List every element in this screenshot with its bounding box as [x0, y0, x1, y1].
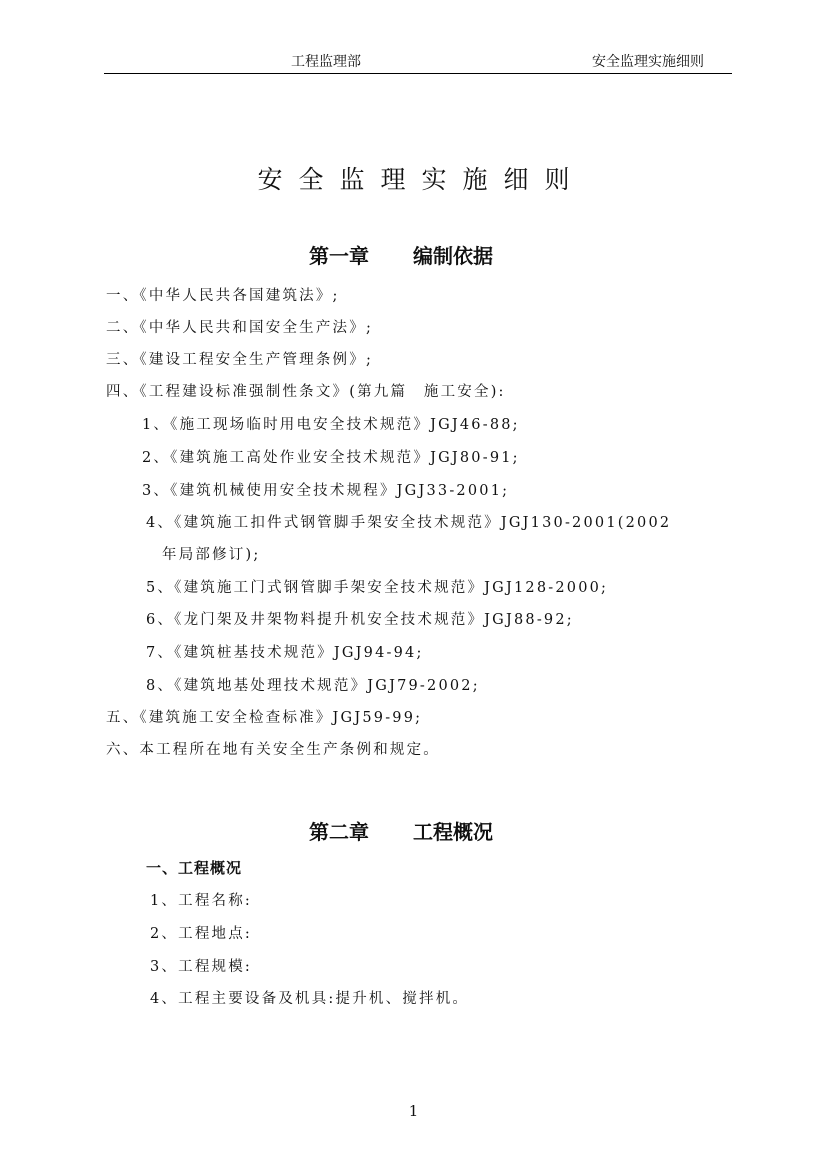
section-heading: 一、工程概况 [146, 859, 243, 877]
list-item: 三、《建设工程安全生产管理条例》; [106, 352, 374, 368]
list-item: 1、《施工现场临时用电安全技术规范》JGJ46-88; [142, 417, 520, 433]
list-item: 1、工程名称: [150, 893, 253, 909]
chapter2-heading [309, 816, 493, 845]
header-left: 工程监理部 [291, 54, 361, 70]
list-item: 五、《建筑施工安全检查标准》JGJ59-99; [106, 710, 423, 726]
chapter2-number: 第二章 [309, 820, 369, 844]
document-title: 安全监理实施细则 [257, 165, 586, 194]
list-item: 一、《中华人民共各国建筑法》; [106, 288, 340, 304]
list-item: 4、工程主要设备及机具:提升机、搅拌机。 [150, 991, 470, 1007]
chapter1-number: 第一章 [309, 244, 369, 268]
list-item: 3、工程规模: [150, 959, 253, 975]
chapter1-title: 编制依据 [413, 244, 493, 268]
list-item: 8、《建筑地基处理技术规范》JGJ79-2002; [146, 678, 480, 694]
list-item: 7、《建筑桩基技术规范》JGJ94-94; [146, 645, 424, 661]
list-item: 年局部修订); [162, 547, 261, 563]
header-right: 安全监理实施细则 [592, 54, 704, 70]
list-item: 5、《建筑施工门式钢管脚手架安全技术规范》JGJ128-2000; [146, 580, 609, 596]
list-item: 3、《建筑机械使用安全技术规程》JGJ33-2001; [142, 483, 510, 499]
list-item: 四、《工程建设标准强制性条文》(第九篇 施工安全): [106, 384, 506, 400]
chapter2-title: 工程概况 [413, 820, 493, 844]
header-rule [104, 73, 732, 74]
list-item: 2、《建筑施工高处作业安全技术规范》JGJ80-91; [142, 450, 520, 466]
list-item: 4、《建筑施工扣件式钢管脚手架安全技术规范》JGJ130-2001(2002 [146, 515, 672, 531]
chapter1-heading [309, 240, 493, 269]
list-item: 2、工程地点: [150, 926, 253, 942]
list-item: 二、《中华人民共和国安全生产法》; [106, 320, 374, 336]
list-item: 6、《龙门架及井架物料提升机安全技术规范》JGJ88-92; [146, 612, 574, 628]
list-item: 六、本工程所在地有关安全生产条例和规定。 [106, 742, 440, 758]
page-number: 1 [408, 1102, 419, 1120]
